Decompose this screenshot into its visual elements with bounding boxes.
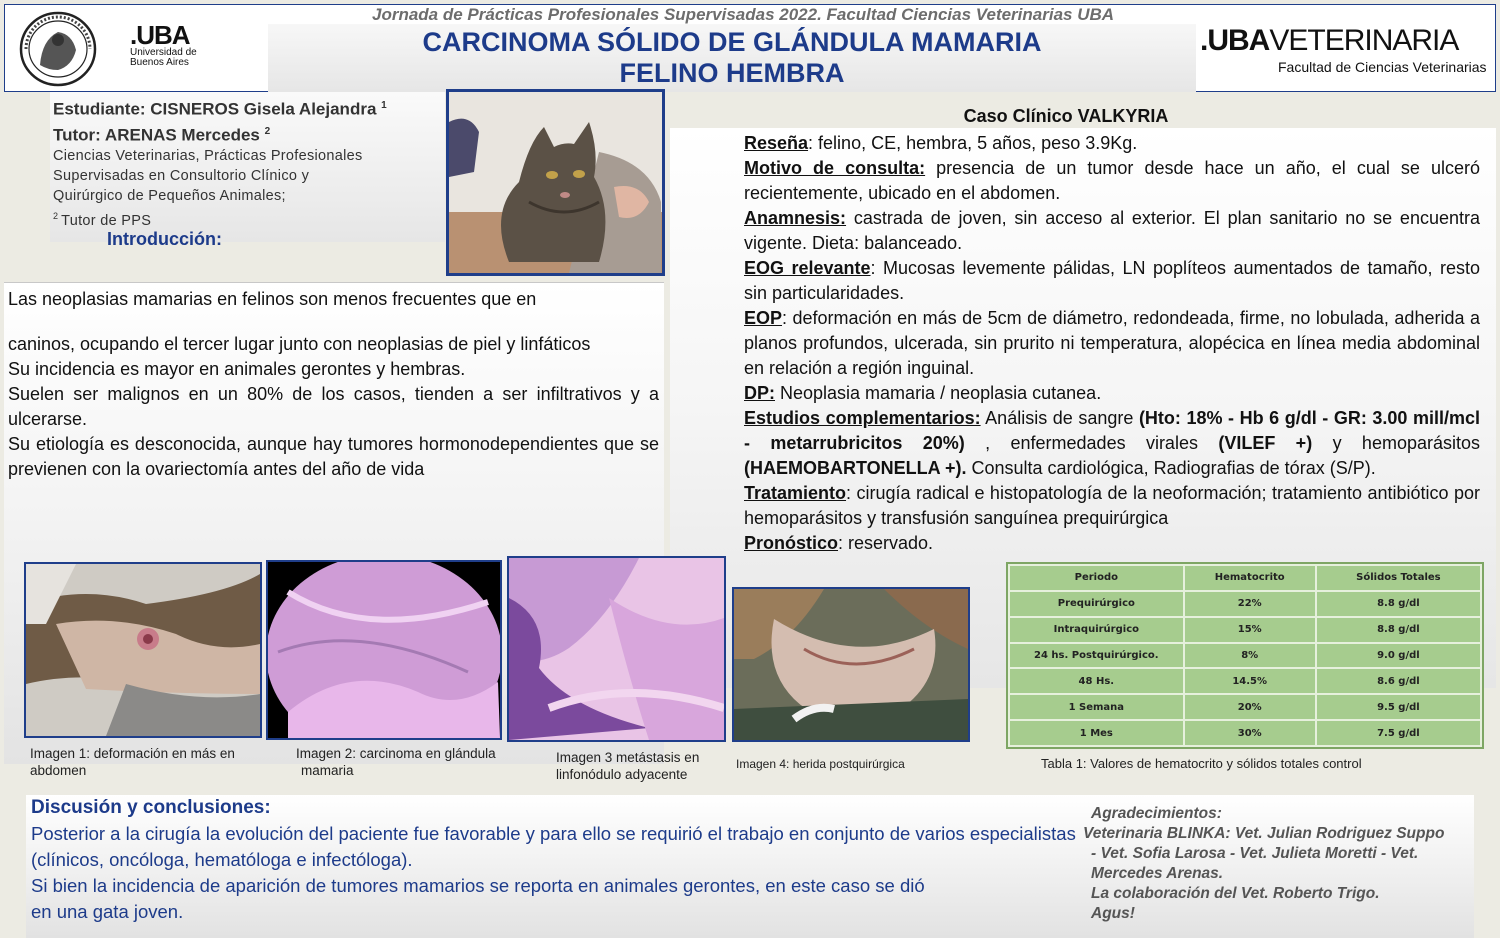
- ack-line: Mercedes Arenas.: [1091, 865, 1224, 882]
- case-heading: Caso Clínico VALKYRIA: [963, 106, 1169, 126]
- table-cell: 15%: [1184, 617, 1316, 643]
- table-row: [1009, 720, 1481, 746]
- image-4-postsurgical-wound: [732, 587, 970, 742]
- intro-text: [8, 287, 659, 482]
- uba-logo-wordmark: .UBA: [130, 20, 190, 50]
- table-cell: 48 Hs.: [1009, 668, 1184, 694]
- discussion-paragraph: Si bien la incidencia de aparición de tumores mamarios se reporta en animales gerontes, en este caso se dió: [31, 875, 925, 896]
- table-cell: 9.5 g/dl: [1316, 694, 1481, 720]
- table-cell: 9.0 g/dl: [1316, 643, 1481, 669]
- affiliation-tutor: $^2$ Tutor de PPS: [53, 211, 152, 230]
- table-header-row: [1009, 565, 1481, 591]
- intro-paragraph: Suelen ser malignos en un 80% de los casos, tienden a ser infiltrativos y a ulcerarse.: [8, 384, 659, 429]
- image-3-lymph-node-histology: [507, 556, 726, 742]
- table-cell: 14.5%: [1184, 668, 1316, 694]
- uba-vet-word: VETERINARIA: [1269, 24, 1459, 57]
- uba-vet-faculty: Facultad de Ciencias Veterinarias: [1278, 59, 1487, 75]
- table-row: [1009, 643, 1481, 669]
- table-header-cell: Sólidos Totales: [1316, 565, 1481, 591]
- student-name: Estudiante: CISNEROS Gisela Alejandra $^1$: [53, 99, 387, 119]
- event-subtitle: Jornada de Prácticas Profesionales Supervisadas 2022. Facultad Ciencias Veterinarias UBA: [372, 5, 1115, 24]
- table-row: [1009, 668, 1481, 694]
- intro-paragraph: Su incidencia es mayor en animales gerontes y hembras.: [8, 359, 466, 379]
- table-cell: 7.5 g/dl: [1316, 720, 1481, 746]
- discussion-text: [31, 821, 1091, 925]
- table-cell: 8%: [1184, 643, 1316, 669]
- uba-seal-logo: [12, 10, 104, 88]
- uba-veterinaria-logo: [1200, 26, 1487, 75]
- discussion-paragraph: Posterior a la cirugía la evolución del paciente fue favorable y para ello se requirió el trabajo en conjunto de varios especialistas (clínicos, oncóloga, hematóloga e infectóloga).: [31, 823, 1076, 870]
- intro-paragraph: caninos, ocupando el tercer lugar junto con neoplasias de piel y linfáticos: [8, 334, 591, 354]
- caption-image-3: Imagen 3 metástasis en linfonódulo adyacente: [556, 750, 700, 782]
- ack-line: Veterinaria BLINKA: Vet. Julian Rodriguez Suppo: [1083, 825, 1445, 842]
- intro-heading: Introducción:: [107, 229, 222, 249]
- intro-paragraph: Las neoplasias mamarias en felinos son menos frecuentes que en: [8, 289, 537, 309]
- poster-title: [268, 27, 1196, 89]
- table-cell: 20%: [1184, 694, 1316, 720]
- ack-line: La colaboración del Vet. Roberto Trigo.: [1091, 885, 1380, 902]
- caption-image-4: Imagen 4: herida postquirúrgica: [736, 757, 905, 771]
- case-resena: Reseña: felino, CE, hembra, 5 años, peso 3.9Kg.: [744, 133, 1138, 153]
- case-anamnesis: Anamnesis: castrada de joven, sin acceso al exterior. El plan sanitario no se encuentra vigente. Dieta: balanceado.: [744, 208, 1480, 253]
- discussion-paragraph: en una gata joven.: [31, 901, 184, 922]
- uba-logo-line1: Universidad de: [130, 47, 197, 58]
- case-dp: DP: Neoplasia mamaria / neoplasia cutanea.: [744, 383, 1102, 403]
- caption-image-2: Imagen 2: carcinoma en glándula mamaria: [296, 746, 496, 778]
- table-row: [1009, 694, 1481, 720]
- table-cell: Intraquirúrgico: [1009, 617, 1184, 643]
- table-row: [1009, 591, 1481, 617]
- table-cell: Prequirúrgico: [1009, 591, 1184, 617]
- acknowledgements: [1083, 804, 1493, 924]
- affiliation-line: Ciencias Veterinarias, Prácticas Profesionales: [53, 148, 363, 165]
- hematocrit-table-grid: [1008, 564, 1482, 747]
- hematocrit-table: [1006, 562, 1484, 749]
- case-eop: EOP: deformación en más de 5cm de diámetro, redondeada, firme, no lobulada, adherida a planos profundos, ulcerada, sin prurito ni temperatura, alopécica en línea media abdominal en relación a región inguinal.: [744, 308, 1480, 378]
- ack-line: Agradecimientos:: [1091, 805, 1222, 822]
- table-cell: 1 Semana: [1009, 694, 1184, 720]
- tutor-name: Tutor: ARENAS Mercedes $^2$: [53, 125, 271, 145]
- table-cell: 1 Mes: [1009, 720, 1184, 746]
- affiliation-line: Supervisadas en Consultorio Clínico y: [53, 168, 310, 185]
- table-cell: 8.8 g/dl: [1316, 591, 1481, 617]
- table-header-cell: Hematocrito: [1184, 565, 1316, 591]
- table-cell: 24 hs. Postquirúrgico.: [1009, 643, 1184, 669]
- case-eog: EOG relevante: Mucosas levemente pálidas, LN poplíteos aumentados de tamaño, resto sin particularidades.: [744, 258, 1481, 303]
- table-cell: 8.8 g/dl: [1316, 617, 1481, 643]
- case-text: [744, 131, 1480, 556]
- image-2-carcinoma-histology: [266, 560, 502, 740]
- discussion-heading: Discusión y conclusiones:: [31, 797, 271, 818]
- table-header-cell: Periodo: [1009, 565, 1184, 591]
- intro-paragraph: Su etiología es desconocida, aunque hay tumores hormonodependientes que se previenen con la ovariectomía antes del año de vida: [8, 434, 659, 479]
- case-motivo: Motivo de consulta: presencia de un tumor desde hace un año, el cual se ulceró recientemente, ubicado en el abdomen.: [744, 158, 1480, 203]
- ack-line: Agus!: [1091, 905, 1135, 922]
- uba-vet-uba: .UBA: [1200, 24, 1270, 57]
- case-tratamiento: Tratamiento: cirugía radical e histopatología de la neoformación; tratamiento antibiótico por hemoparásitos y transfusión sanguínea prequirúrgica: [744, 483, 1480, 528]
- table-cell: 30%: [1184, 720, 1316, 746]
- poster-title-line2: FELINO HEMBRA: [619, 58, 845, 88]
- case-pronostico: Pronóstico: reservado.: [744, 533, 934, 553]
- uba-logo: [130, 22, 197, 68]
- cat-photo: [446, 89, 665, 276]
- ack-line: - Vet. Sofia Larosa - Vet. Julieta Moretti - Vet.: [1091, 845, 1419, 862]
- table-row: [1009, 617, 1481, 643]
- affiliation-line: Quirúrgico de Pequeños Animales;: [53, 188, 286, 205]
- image-1-abdomen-photo: [24, 562, 262, 738]
- uba-logo-line2: Buenos Aires: [130, 57, 189, 68]
- author-info: [53, 95, 443, 231]
- case-estudios: Estudios complementarios: Análisis de sangre (Hto: 18% - Hb 6 g/dl - GR: 3.00 mill/mcl - metarrubricitos 20%) , enfermedades virales (VILEF +) y hemoparásitos (HAEMOBARTONELLA +). Consulta cardiológica, Radiografias de tórax (S/P).: [744, 408, 1480, 478]
- caption-table-1: Tabla 1: Valores de hematocrito y sólidos totales control: [1041, 756, 1362, 771]
- table-cell: 8.6 g/dl: [1316, 668, 1481, 694]
- table-cell: 22%: [1184, 591, 1316, 617]
- caption-image-1: Imagen 1: deformación en más en abdomen: [30, 746, 235, 778]
- poster-title-line1: CARCINOMA SÓLIDO DE GLÁNDULA MAMARIA: [422, 27, 1042, 57]
